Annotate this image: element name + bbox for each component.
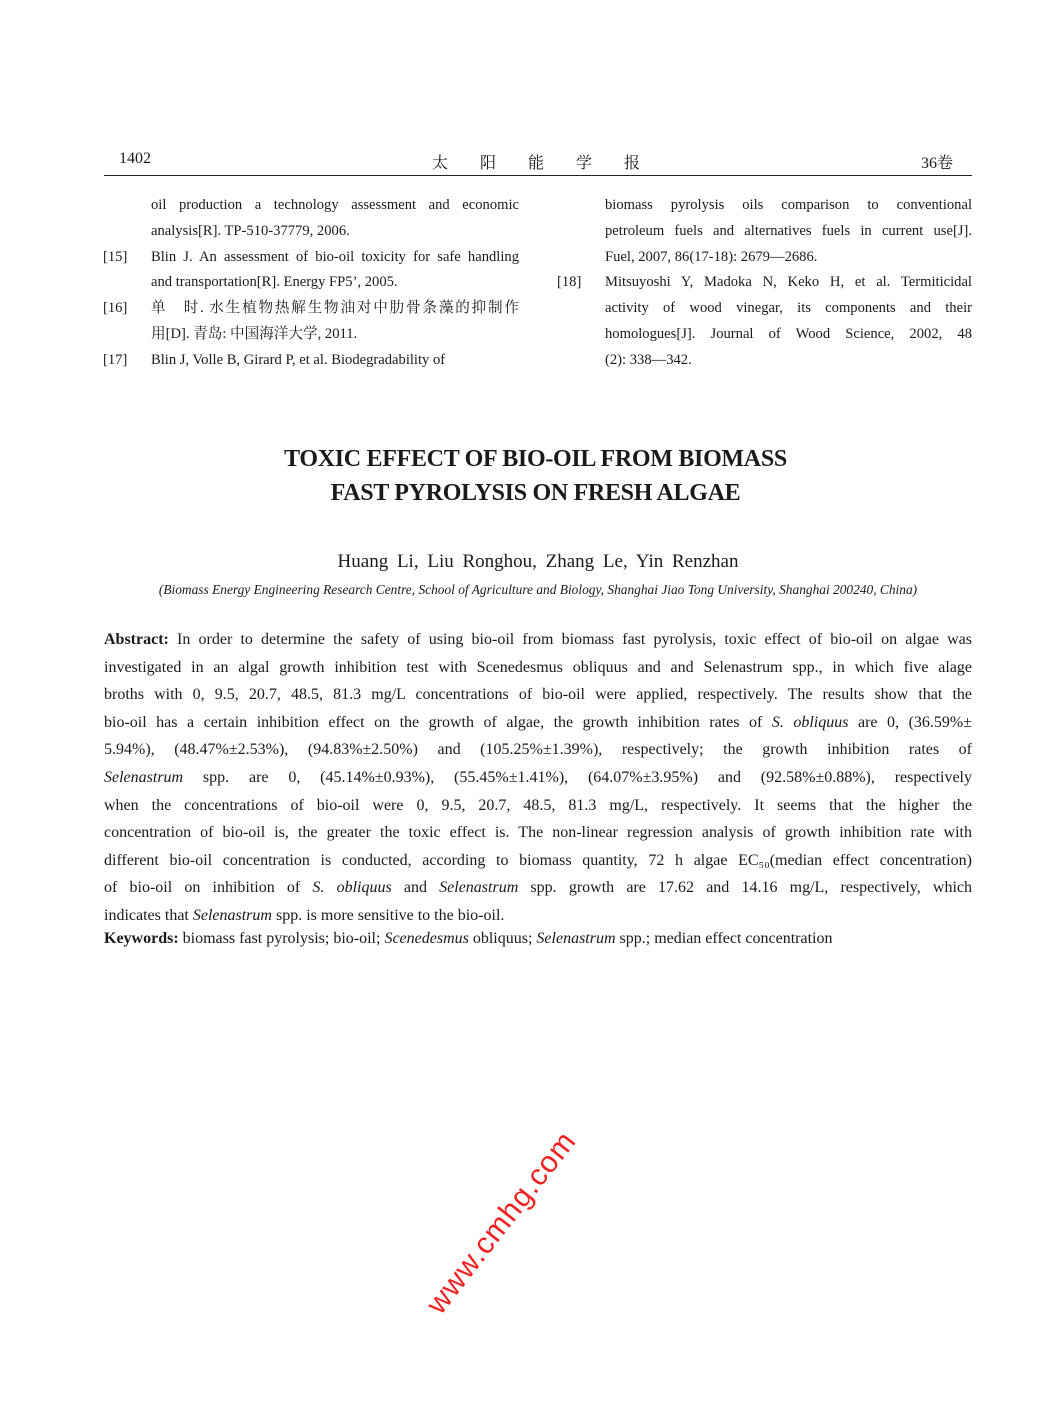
reference-number: [18]: [557, 274, 582, 291]
reference-number: [16]: [103, 300, 128, 317]
reference-entry: [151, 296, 519, 348]
italic-term: Scenedesmus: [384, 930, 469, 947]
text-run: In order to determine the safety of using bio-oil from biomass fast pyrolysis, toxic effect of bio-oil on algae was: [177, 631, 973, 648]
text-run: spp.; median effect concentration: [615, 930, 833, 947]
reference-line: activity of wood vinegar, its components and their: [605, 300, 972, 317]
reference-line: analysis[R]. TP-510-37779, 2006.: [151, 222, 350, 239]
abstract-line: [104, 736, 972, 764]
text-run: and: [391, 879, 440, 897]
reference-line: petroleum fuels and alternatives fuels in current use[J].: [605, 222, 972, 239]
text-run: indicates that: [104, 906, 193, 924]
text-run: concentration of bio-oil is, the greater the toxic effect is. The non-linear regression analysis of growth inhibition rate with: [104, 824, 972, 842]
text-run: investigated in an algal growth inhibition test with Scenedesmus obliquus and and Selenastrum spp., in which five alage: [104, 658, 972, 676]
abstract-line: [104, 626, 972, 654]
abstract-line: [104, 654, 972, 682]
reference-line: (2): 338—342.: [605, 351, 692, 368]
reference-line: and transportation[R]. Energy FP5’, 2005.: [151, 274, 398, 291]
abstract-line: [104, 709, 972, 737]
title-line-1: TOXIC EFFECT OF BIO-OIL FROM BIOMASS: [284, 446, 787, 472]
text-run: of bio-oil on inhibition of: [104, 879, 313, 897]
keywords-label: Keywords:: [104, 930, 179, 947]
text-run: bio-oil has a certain inhibition effect on the growth of algae, the growth inhibition rates of: [104, 713, 772, 731]
abstract-line: [104, 764, 972, 792]
italic-term: Selenastrum: [104, 768, 184, 786]
reference-line: 用[D]. 青岛: 中国海洋大学, 2011.: [151, 325, 358, 342]
abstract-line: [104, 819, 972, 847]
abstract-line: [104, 681, 972, 709]
text-run: spp. growth are 17.62 and 14.16 mg/L, respectively, which: [518, 879, 973, 897]
keywords: [104, 930, 832, 948]
italic-term: S. obliquus: [312, 879, 392, 897]
text-run: obliquus;: [468, 930, 537, 947]
text-run: biomass fast pyrolysis; bio-oil;: [178, 930, 385, 947]
text-run: 5.94%), (48.47%±2.53%), (94.83%±2.50%) and (105.25%±1.39%), respectively; the growth inhibition rates of: [104, 741, 972, 759]
text-run: different bio-oil concentration is conducted, according to biomass quantity, 72 h algae EC₅₀(median effect concentration): [104, 851, 972, 869]
text-run: are 0, (36.59%±: [848, 713, 973, 731]
reference-line: biomass pyrolysis oils comparison to conventional: [605, 197, 972, 213]
reference-number: [17]: [103, 351, 128, 368]
reference-entry: [605, 193, 972, 270]
abstract: [104, 626, 972, 930]
paper-title: [0, 442, 1061, 510]
journal-name: 太 阳 能 学 报: [432, 155, 641, 172]
text-run: spp. are 0, (45.14%±0.93%), (55.45%±1.41%), (64.07%±3.95%) and (92.58%±0.88%), respectively: [183, 768, 972, 786]
abstract-line: [104, 792, 972, 820]
header-rule: [104, 175, 972, 176]
reference-line: oil production a technology assessment and economic: [151, 197, 519, 213]
reference-entry: [151, 193, 519, 245]
volume: 36卷: [921, 155, 954, 172]
abstract-line: [104, 874, 972, 902]
text-run: broths with 0, 9.5, 20.7, 48.5, 81.3 mg/L concentrations of bio-oil were applied, respectively. The results show that the: [104, 686, 972, 704]
italic-term: Selenastrum: [192, 906, 272, 924]
abstract-line: [104, 902, 972, 930]
italic-term: S. obliquus: [771, 713, 849, 731]
watermark: www.cmhg.com: [420, 1125, 583, 1321]
reference-line: Blin J, Volle B, Girard P, et al. Biodegradability of: [151, 351, 446, 368]
reference-entry: [605, 270, 972, 373]
reference-number: [15]: [103, 248, 128, 265]
page-number: 1402: [119, 150, 151, 167]
reference-entry: [151, 348, 519, 374]
reference-line: homologues[J]. Journal of Wood Science, 2002, 48: [605, 325, 972, 342]
authors: Huang Li, Liu Ronghou, Zhang Le, Yin Renzhan: [337, 551, 739, 572]
reference-line: Mitsuyoshi Y, Madoka N, Keko H, et al. Termiticidal: [605, 274, 972, 291]
title-line-2: FAST PYROLYSIS ON FRESH ALGAE: [330, 480, 741, 506]
abstract-label: Abstract:: [104, 631, 169, 648]
reference-line: 单 时. 水生植物热解生物油对中肋骨条藻的抑制作: [151, 300, 519, 317]
text-run: spp. is more sensitive to the bio-oil.: [271, 906, 505, 924]
affiliation: (Biomass Energy Engineering Research Centre, School of Agriculture and Biology, Shanghai Jiao Tong University, Shanghai 200240, China): [158, 582, 918, 597]
italic-term: Selenastrum: [439, 879, 519, 897]
text-run: when the concentrations of bio-oil were 0, 9.5, 20.7, 48.5, 81.3 mg/L, respectively. It seems that the higher the: [104, 796, 972, 814]
reference-entry: [151, 245, 519, 297]
abstract-line: [104, 847, 972, 875]
reference-line: Fuel, 2007, 86(17-18): 2679—2686.: [605, 248, 818, 265]
reference-line: Blin J. An assessment of bio-oil toxicity for safe handling: [151, 248, 519, 265]
italic-term: Selenastrum: [536, 930, 616, 947]
